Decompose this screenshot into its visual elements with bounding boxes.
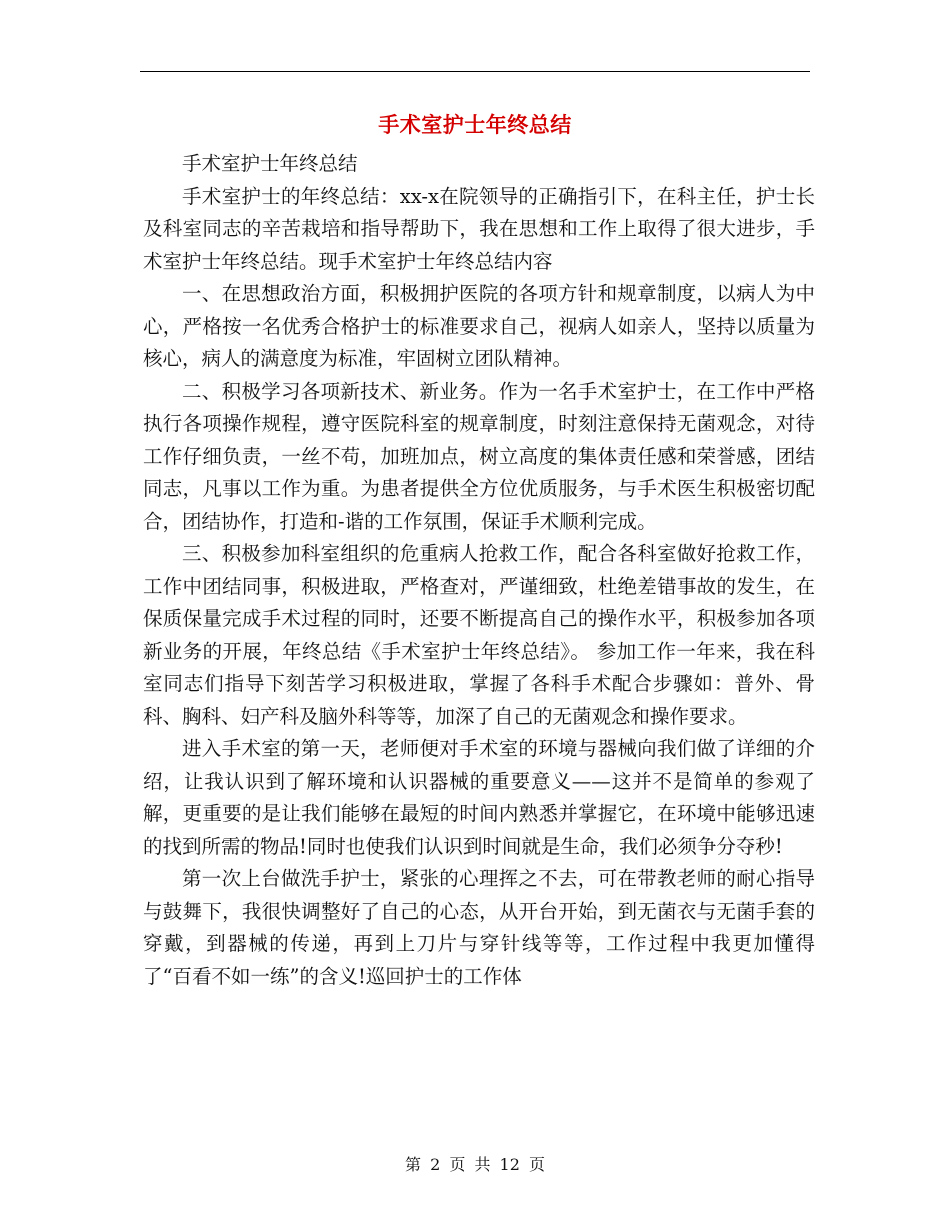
paragraph-section-3: 三、积极参加科室组织的危重病人抢救工作，配合各科室做好抢救工作，工作中团结同事，积极进取，严格查对，严谨细致，杜绝差错事故的发生，在保质保量完成手术过程的同时，还要不断提高自己的操作水平，积极参加各项新业务的开展，年终总结《手术室护士年终总结》。 参加工作一年来，我在科室同志们指导下刻苦学习积极进取，掌握了各科手术配合步骤如：普外、骨科、胸科、妇产科及脑外科等等，加深了自己的无菌观念和操作要求。 [143,542,815,728]
paragraph-intro: 手术室护士的年终总结：xx-x在院领导的正确指引下，在科主任，护士长及科室同志的辛苦栽培和指导帮助下，我在思想和工作上取得了很大进步，手术室护士年终总结。现手术室护士年终总结内容 [143,184,815,273]
header-rule [140,71,810,72]
page-number: 第 2 页 共 12 页 [405,1155,545,1174]
paragraph-section-2: 二、积极学习各项新技术、新业务。作为一名手术室护士，在工作中严格执行各项操作规程，遵守医院科室的规章制度，时刻注意保持无菌观念，对待工作仔细负责，一丝不苟，加班加点，树立高度的集体责任感和荣誉感，团结同志，凡事以工作为重。为患者提供全方位优质服务，与手术医生积极密切配合，团结协作，打造和-谐的工作氛围，保证手术顺利完成。 [143,379,815,533]
document-body [143,148,815,993]
paragraph-first-day: 进入手术室的第一天，老师便对手术室的环境与器械向我们做了详细的介绍，让我认识到了解环境和认识器械的重要意义——这并不是简单的参观了解，更重要的是让我们能够在最短的时间内熟悉并掌握它，在环境中能够迅速的找到所需的物品!同时也使我们认识到时间就是生命，我们必须争分夺秒! [143,737,815,858]
paragraph-section-1: 一、在思想政治方面，积极拥护医院的各项方针和规章制度，以病人为中心，严格按一名优秀合格护士的标准要求自己，视病人如亲人，坚持以质量为核心，病人的满意度为标准，牢固树立团队精神。 [143,282,815,370]
paragraph-first-scrub: 第一次上台做洗手护士，紧张的心理挥之不去，可在带教老师的耐心指导与鼓舞下，我很快调整好了自己的心态，从开台开始，到无菌衣与无菌手套的穿戴，到器械的传递，再到上刀片与穿针线等等，工作过程中我更加懂得了“百看不如一练”的含义!巡回护士的工作体 [143,867,815,988]
document-title: 手术室护士年终总结 [378,113,572,137]
paragraph-subtitle: 手术室护士年终总结 [182,152,358,175]
